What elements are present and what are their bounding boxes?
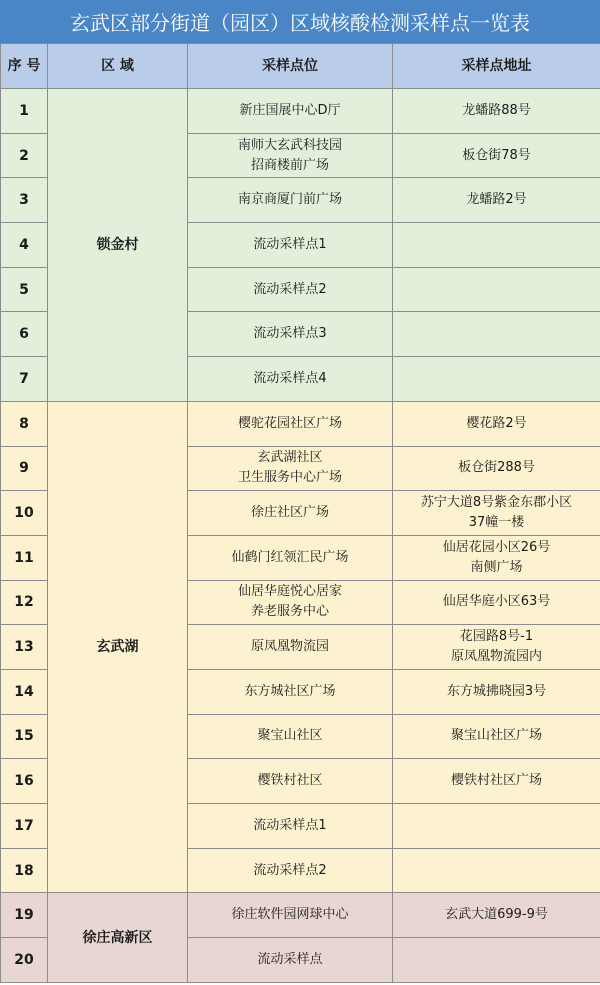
table-row: [1, 401, 600, 446]
site-line: 樱铁村社区: [257, 773, 323, 789]
row-number: 1: [1, 89, 48, 134]
site-cell: [188, 535, 393, 580]
address-cell: [393, 625, 600, 670]
address-cell: [393, 848, 600, 893]
address-line: 仙居华庭小区63号: [442, 594, 551, 610]
site-cell: [188, 133, 393, 178]
site-line: 聚宝山社区: [257, 728, 323, 744]
address-line: 花园路8号-1: [459, 629, 534, 645]
header-address: 采样点地址: [393, 44, 600, 89]
row-number: 7: [1, 357, 48, 402]
site-cell: [188, 625, 393, 670]
table-header-row: [1, 44, 600, 89]
address-cell: [393, 178, 600, 223]
site-line: 卫生服务中心广场: [237, 470, 342, 486]
region-cell: 锁金村: [48, 89, 188, 402]
row-number: 14: [1, 669, 48, 714]
site-cell: [188, 89, 393, 134]
row-number: 5: [1, 267, 48, 312]
site-cell: [188, 357, 393, 402]
address-line: 37幢一楼: [468, 515, 525, 531]
row-number: 2: [1, 133, 48, 178]
row-number: 20: [1, 938, 48, 983]
site-line: 樱驼花园社区广场: [237, 415, 342, 431]
site-cell: [188, 804, 393, 849]
site-line: 招商楼前广场: [250, 157, 329, 173]
row-number: 3: [1, 178, 48, 223]
address-cell: [393, 804, 600, 849]
row-number: 18: [1, 848, 48, 893]
site-cell: [188, 893, 393, 938]
row-number: 15: [1, 714, 48, 759]
address-cell: [393, 759, 600, 804]
site-cell: [188, 312, 393, 357]
site-line: 流动采样点2: [253, 862, 327, 878]
address-cell: [393, 491, 600, 536]
address-cell: [393, 223, 600, 268]
address-line: 聚宝山社区广场: [450, 728, 542, 744]
site-cell: [188, 669, 393, 714]
site-cell: [188, 267, 393, 312]
site-cell: [188, 938, 393, 983]
site-line: 徐庄社区广场: [250, 505, 329, 521]
site-line: 徐庄软件园网球中心: [231, 907, 349, 923]
address-line: 玄武大道699-9号: [445, 907, 548, 923]
header-no: 序 号: [1, 44, 48, 89]
address-line: 南侧广场: [470, 559, 523, 575]
row-number: 19: [1, 893, 48, 938]
address-cell: [393, 893, 600, 938]
row-number: 4: [1, 223, 48, 268]
region-cell: 玄武湖: [48, 401, 188, 893]
row-number: 6: [1, 312, 48, 357]
address-cell: [393, 669, 600, 714]
sampling-sites-table: [0, 43, 600, 983]
address-cell: [393, 938, 600, 983]
address-line: 原凤凰物流园内: [450, 649, 542, 665]
header-site: 采样点位: [188, 44, 393, 89]
address-line: 仙居花园小区26号: [442, 539, 551, 555]
address-line: 樱铁村社区广场: [450, 773, 542, 789]
page-title: 玄武区部分街道（园区）区域核酸检测采样点一览表: [0, 0, 600, 43]
site-line: 流动采样点3: [253, 326, 327, 342]
site-line: 流动采样点1: [253, 236, 327, 252]
region-cell: 徐庄高新区: [48, 893, 188, 982]
row-number: 13: [1, 625, 48, 670]
address-line: 苏宁大道8号紫金东郡小区: [420, 495, 573, 511]
site-cell: [188, 401, 393, 446]
address-cell: [393, 446, 600, 491]
site-line: 流动采样点1: [253, 817, 327, 833]
site-line: 南京商厦门前广场: [237, 192, 342, 208]
table-body: [1, 89, 600, 983]
row-number: 16: [1, 759, 48, 804]
site-line: 流动采样点2: [253, 281, 327, 297]
row-number: 11: [1, 535, 48, 580]
row-number: 10: [1, 491, 48, 536]
address-line: 龙蟠路88号: [462, 102, 531, 118]
site-cell: [188, 446, 393, 491]
row-number: 9: [1, 446, 48, 491]
address-cell: [393, 312, 600, 357]
address-cell: [393, 133, 600, 178]
address-cell: [393, 89, 600, 134]
row-number: 17: [1, 804, 48, 849]
address-cell: [393, 535, 600, 580]
site-line: 东方城社区广场: [244, 683, 336, 699]
row-number: 8: [1, 401, 48, 446]
address-cell: [393, 714, 600, 759]
table-row: [1, 89, 600, 134]
address-line: 龙蟠路2号: [466, 192, 527, 208]
header-region: 区 域: [48, 44, 188, 89]
address-cell: [393, 580, 600, 625]
address-line: 樱花路2号: [466, 415, 527, 431]
site-line: 新庄国展中心D厅: [239, 102, 341, 118]
address-cell: [393, 267, 600, 312]
table-row: [1, 893, 600, 938]
site-line: 原凤凰物流园: [250, 639, 329, 655]
site-cell: [188, 714, 393, 759]
site-cell: [188, 178, 393, 223]
address-line: 东方城拂晓园3号: [446, 683, 547, 699]
address-line: 板仓街78号: [462, 147, 531, 163]
site-line: 玄武湖社区: [257, 450, 323, 466]
site-line: 仙鹤门红领汇民广场: [231, 549, 349, 565]
site-cell: [188, 759, 393, 804]
site-line: 流动采样点4: [253, 370, 327, 386]
site-line: 流动采样点: [257, 951, 323, 967]
address-line: 板仓街288号: [458, 460, 535, 476]
site-line: 南师大玄武科技园: [237, 137, 342, 153]
site-cell: [188, 491, 393, 536]
row-number: 12: [1, 580, 48, 625]
site-cell: [188, 848, 393, 893]
address-cell: [393, 401, 600, 446]
site-line: 养老服务中心: [250, 604, 329, 620]
site-cell: [188, 580, 393, 625]
site-cell: [188, 223, 393, 268]
site-line: 仙居华庭悦心居家: [237, 584, 342, 600]
address-cell: [393, 357, 600, 402]
